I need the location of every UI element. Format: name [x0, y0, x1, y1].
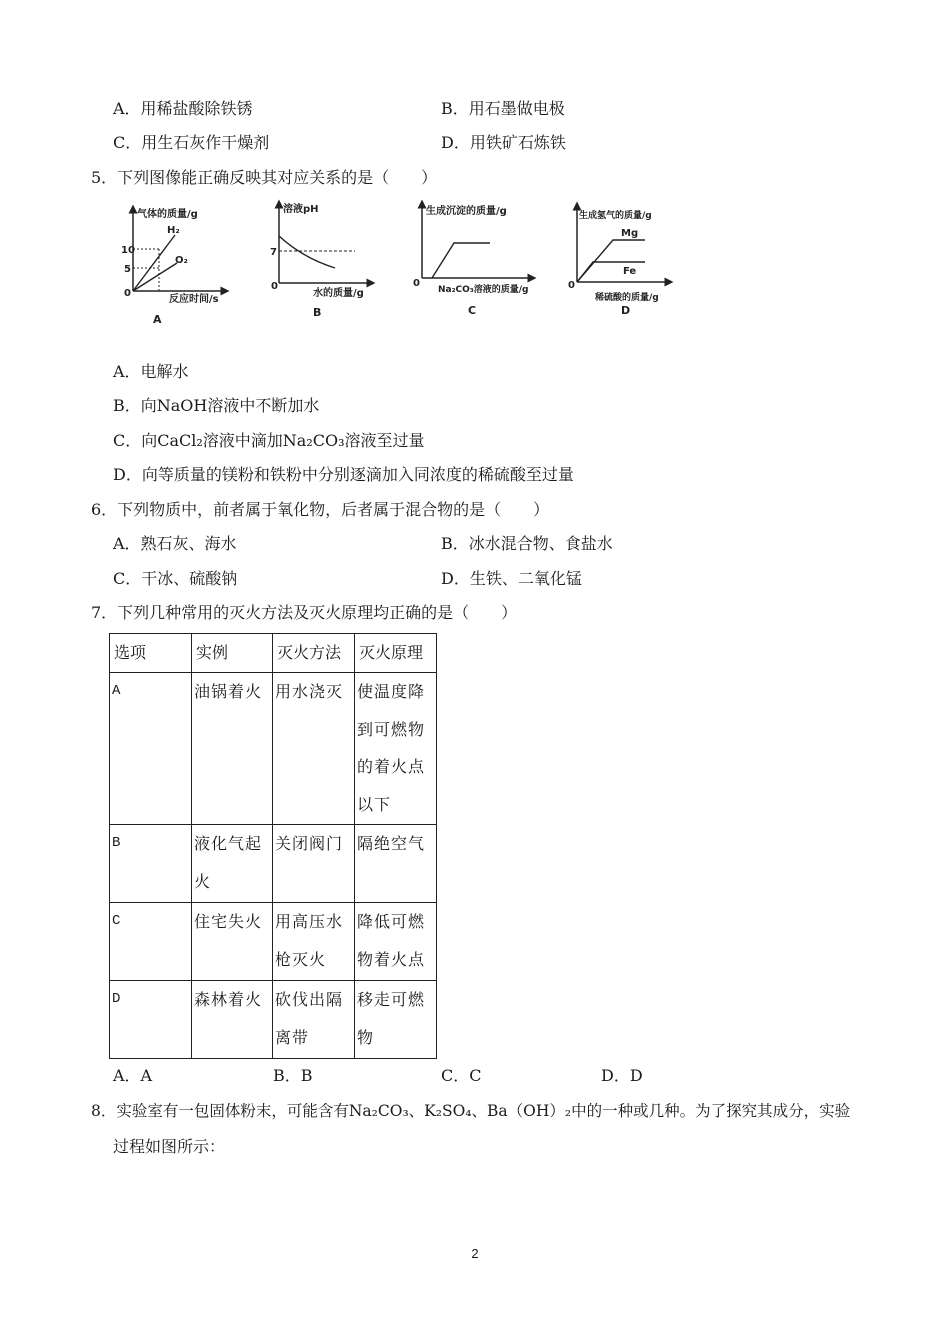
table-cell	[192, 825, 273, 903]
graph-b-curve	[279, 236, 335, 268]
q4-option-a: A．用稀盐酸除铁锈	[113, 99, 253, 118]
graph-d-ylabel: 生成氢气的质量/g	[579, 211, 652, 221]
table-cell: A	[110, 673, 192, 825]
q5-option-c: C．向CaCl₂溶液中滴加Na₂CO₃溶液至过量	[113, 431, 425, 450]
graph-d	[565, 200, 675, 325]
q7-stem: 7．下列几种常用的灭火方法及灭火原理均正确的是（ ）	[91, 603, 518, 622]
graph-a-ylabel: 气体的质量/g	[137, 209, 198, 220]
q5-option-d: D．向等质量的镁粉和铁粉中分别逐滴加入同浓度的稀硫酸至过量	[113, 465, 574, 484]
table-cell	[192, 903, 273, 981]
q7-option-b: B．B	[273, 1066, 313, 1085]
table-cell	[273, 825, 355, 903]
table-cell-text: 用高压水枪灭火	[275, 912, 344, 969]
graph-d-fe-label: Fe	[623, 266, 637, 277]
graph-c-xlabel: Na₂CO₃溶液的质量/g	[438, 285, 529, 295]
table-cell	[192, 673, 273, 825]
q6-stem: 6．下列物质中，前者属于氧化物，后者属于混合物的是（ ）	[91, 500, 550, 519]
table-header-cell: 灭火方法	[273, 634, 355, 673]
table-cell-text: 隔绝空气	[357, 834, 426, 853]
table-cell-text: 砍伐出隔离带	[275, 990, 344, 1047]
table-cell	[355, 981, 437, 1059]
q7-option-a: A．A	[113, 1066, 153, 1085]
graph-c-ylabel: 生成沉淀的质量/g	[426, 206, 507, 217]
graph-c-letter: C	[468, 304, 477, 317]
table-cell-text: 降低可燃物着火点	[357, 912, 426, 969]
table-cell: B	[110, 825, 192, 903]
table-header-cell: 灭火原理	[355, 634, 437, 673]
table-row	[110, 673, 437, 825]
table-cell-text: 住宅失火	[194, 912, 263, 931]
table-cell	[355, 673, 437, 825]
q4-option-b: B．用石墨做电极	[441, 99, 565, 118]
q4-option-c: C．用生石灰作干燥剂	[113, 133, 270, 152]
table-cell	[273, 673, 355, 825]
graph-a	[113, 203, 233, 328]
table-cell	[192, 981, 273, 1059]
table-cell: C	[110, 903, 192, 981]
table-row	[110, 903, 437, 981]
graph-a-origin: 0	[124, 288, 131, 299]
table-cell	[273, 981, 355, 1059]
graph-d-mg-label: Mg	[621, 228, 639, 239]
graph-b-xlabel: 水的质量/g	[313, 288, 364, 299]
graph-a-o2-line	[133, 263, 177, 291]
graph-a-letter: A	[153, 313, 162, 326]
q6-option-a: A．熟石灰、海水	[113, 534, 237, 553]
q7-option-c: C．C	[441, 1066, 482, 1085]
table-cell	[355, 903, 437, 981]
q6-option-d: D．生铁、二氧化锰	[441, 569, 582, 588]
graph-a-h2-label: H₂	[167, 225, 180, 236]
table-cell-text: 使温度降到可燃物的着火点以下	[357, 682, 426, 814]
table-cell-text: 关闭阀门	[275, 834, 344, 853]
graph-a-tick-10: 10	[121, 245, 135, 256]
table-cell	[273, 903, 355, 981]
table-cell-text: 用水浇灭	[275, 682, 344, 701]
q6-option-c: C．干冰、硫酸钠	[113, 569, 238, 588]
table-cell-text: 移走可燃物	[357, 990, 426, 1047]
graph-b	[267, 198, 377, 323]
graph-d-origin: 0	[568, 280, 575, 291]
page-number: 2	[471, 1246, 479, 1261]
table-row	[110, 981, 437, 1059]
fire-extinguishing-table	[109, 633, 437, 1059]
q8-stem-line1: 8．实验室有一包固体粉末，可能含有Na₂CO₃、K₂SO₄、Ba（OH）₂中的一种或几种。为了探究其成分，实验	[91, 1102, 851, 1120]
graph-b-origin: 0	[271, 281, 278, 292]
table-cell-text: 液化气起火	[194, 834, 263, 891]
table-header-cell: 选项	[110, 634, 192, 673]
table-header-cell: 实例	[192, 634, 273, 673]
graph-b-letter: B	[313, 306, 322, 319]
q4-option-d: D．用铁矿石炼铁	[441, 133, 566, 152]
table-cell: D	[110, 981, 192, 1059]
graph-c-origin: 0	[413, 278, 420, 289]
table-cell-text: 油锅着火	[194, 682, 263, 701]
q5-stem: 5．下列图像能正确反映其对应关系的是（ ）	[91, 168, 438, 187]
graph-a-xlabel: 反应时间/s	[169, 294, 219, 305]
table-cell-text: 森林着火	[194, 990, 263, 1009]
table-row	[110, 825, 437, 903]
graph-a-o2-label: O₂	[175, 255, 188, 266]
graph-d-letter: D	[621, 304, 631, 317]
q5-option-b: B．向NaOH溶液中不断加水	[113, 396, 320, 415]
q7-option-d: D．D	[601, 1066, 643, 1085]
graph-a-tick-5: 5	[124, 264, 131, 275]
q8-stem-line2: 过程如图所示：	[113, 1137, 226, 1156]
graph-d-xlabel: 稀硫酸的质量/g	[595, 293, 659, 303]
q6-option-b: B．冰水混合物、食盐水	[441, 534, 613, 553]
q5-option-a: A．电解水	[113, 362, 189, 381]
graph-c	[410, 198, 540, 323]
table-header-row	[110, 634, 437, 673]
table-cell	[355, 825, 437, 903]
graph-c-line	[432, 243, 490, 278]
graph-a-h2-line	[133, 235, 175, 291]
graph-b-ylabel: 溶液pH	[283, 204, 319, 215]
graph-b-tick-7: 7	[270, 247, 277, 258]
